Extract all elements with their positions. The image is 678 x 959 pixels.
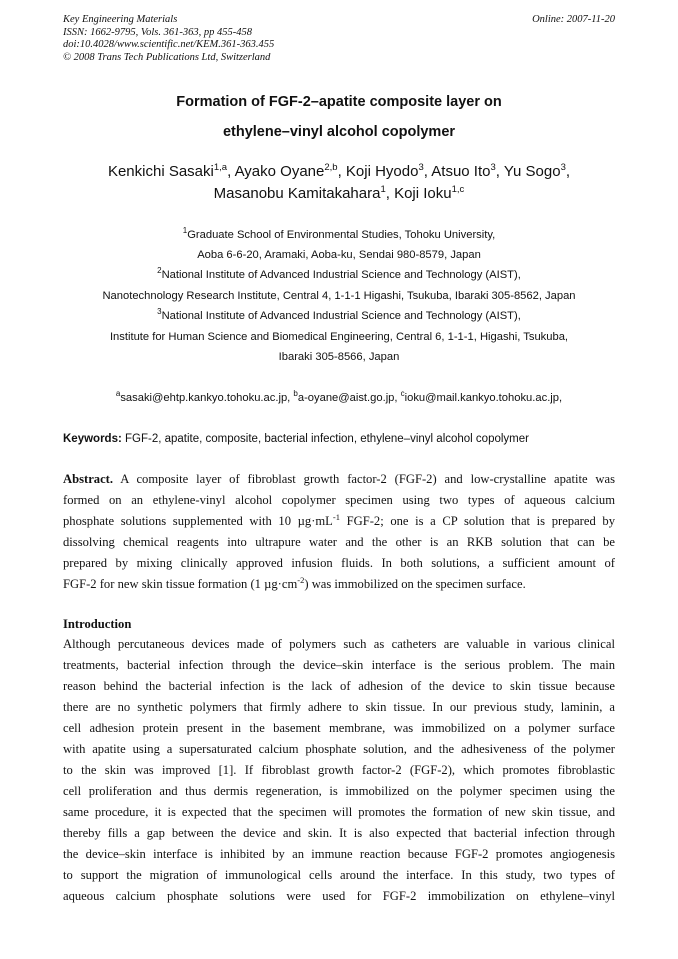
abstract-line: dissolving chemical reagents into ultrapure water and the other is an RKB solution that can be <box>63 535 615 549</box>
affiliation-2-line-1: $^2$National Institute of Advanced Industrial Science and Technology (AIST), <box>157 266 521 281</box>
email-list: $^a$sasaki@ehtp.kankyo.tohoku.ac.jp, $^b$a-oyane@aist.go.jp, $^c$ioku@mail.kankyo.tohoku.ac.jp, <box>115 389 563 404</box>
affiliation-1-line-2: Aoba 6-6-20, Aramaki, Aoba-ku, Sendai 980-8579, Japan <box>197 249 481 261</box>
affiliation-2-line-2: Nanotechnology Research Institute, Central 4, 1-1-1 Higashi, Tsukuba, Ibaraki 305-8562, Japan <box>102 290 576 302</box>
body-line: the device–skin interface is inhibited by an immune reaction because FGF-2 promotes angiogenesis <box>63 847 615 861</box>
author-affiliation-mark: 3 <box>560 162 566 173</box>
author-list-line-2: Masanobu Kamitakahara$^1$, Koji Ioku$^{1,c}$ <box>213 184 465 202</box>
affiliation-3-line-3: Ibaraki 305-8566, Japan <box>278 351 400 363</box>
affiliation-mark: 1 <box>182 226 188 235</box>
body-line: reason behind the bacterial infection is the lack of adhesion of the device to skin tissue because <box>63 679 615 693</box>
copyright-line: © 2008 Trans Tech Publications Ltd, Switzerland <box>63 51 271 63</box>
introduction-body <box>63 634 615 907</box>
body-line: with apatite using a supersaturated calcium phosphate solution, and the adhesiveness of the polymer <box>63 742 615 756</box>
body-line: same procedure, it is expected that the specimen will promotes the formation of new skin tissue, and <box>63 805 615 819</box>
abstract-line: Abstract. A composite layer of fibroblast growth factor-2 (FGF-2) and low-crystalline apatite was <box>63 472 615 486</box>
abstract-line: prepared by mixing clinically approved infusion fluids. In both solutions, a sufficient amount of <box>63 556 615 570</box>
journal-name: Key Engineering Materials <box>63 14 178 25</box>
author-list-line-1: Kenkichi Sasaki$^{1,a}$, Ayako Oyane$^{2,b}$, Koji Hyodo$^3$, Atsuo Ito$^3$, Yu Sogo$^3$, <box>107 162 571 180</box>
author-name: Koji Hyodo <box>345 163 419 180</box>
abstract-label: Abstract. <box>63 472 114 486</box>
author-affiliation-mark: 1 <box>380 184 386 195</box>
body-line: there are no synthetic polymers that firmly adhere to skin tissue. In our previous study, laminin, a <box>63 700 615 714</box>
paper-title-line-2: ethylene–vinyl alcohol copolymer <box>222 124 456 140</box>
email-link[interactable]: ioku@mail.kankyo.tohoku.ac.jp, <box>404 392 563 404</box>
author-affiliation-mark: 1,a <box>213 162 228 173</box>
body-line: cell adhesion protein present in the basement membrane, was immobilized on a polymer surface <box>63 721 615 735</box>
author-name: Koji Ioku <box>394 185 452 202</box>
affiliation-1-line-1: $^1$Graduate School of Environmental Studies, Tohoku University, <box>182 226 496 241</box>
journal-header <box>63 14 274 64</box>
keywords-text: FGF-2, apatite, composite, bacterial infection, ethylene–vinyl alcohol copolymer <box>125 433 529 445</box>
abstract-line: formed on an ethylene-vinyl alcohol copolymer specimen using two types of aqueous calcium <box>63 493 615 507</box>
affiliation-3-line-2: Institute for Human Science and Biomedical Engineering, Central 6, 1-1-1, Higashi, Tsukuba, <box>109 331 569 343</box>
email-link[interactable]: a-oyane@aist.go.jp, <box>297 392 398 404</box>
body-line: thereby fills a gap between the device and skin. It is also expected that bacterial infection through <box>63 826 615 840</box>
author-affiliation-mark: 3 <box>418 162 424 173</box>
abstract <box>63 469 615 595</box>
online-date: Online: 2007-11-20 <box>532 14 615 25</box>
abstract-line: phosphate solutions supplemented with 10 $\mu g\cdot mL^{-1}$ FGF-2; one is a CP solution that is prepared by <box>63 512 615 528</box>
affiliation-3-line-1: $^3$National Institute of Advanced Industrial Science and Technology (AIST), <box>157 307 521 322</box>
author-name: Ayako Oyane <box>234 163 325 180</box>
body-line: to support the migration of immunological cells around the interface. In this study, two types of <box>63 868 615 882</box>
doi-line: doi:10.4028/www.scientific.net/KEM.361-363.455 <box>63 39 275 51</box>
author-name: Atsuo Ito <box>431 163 491 180</box>
body-line: aqueous calcium phosphate solutions were used for FGF-2 immobilization on ethylene–vinyl <box>63 889 615 903</box>
keywords-label: Keywords: <box>63 433 122 445</box>
keywords <box>63 433 529 445</box>
author-affiliation-mark: 3 <box>490 162 496 173</box>
abstract-line: FGF-2 for new skin tissue formation (1 $\mu g\cdot cm^{-2}$) was immobilized on the specimen surface. <box>63 575 526 591</box>
author-affiliation-mark: 2,b <box>324 162 338 173</box>
introduction-heading: Introduction <box>63 617 132 631</box>
author-affiliation-mark: 1,c <box>451 184 465 195</box>
body-line: cell proliferation and thus dermis regeneration, is immobilized on the polymer specimen using the <box>63 784 615 798</box>
body-line: treatments, bacterial infection through the device–skin interface is the serious problem. The main <box>63 658 615 672</box>
author-name: Masanobu Kamitakahara <box>213 185 381 202</box>
author-name: Kenkichi Sasaki <box>107 163 214 180</box>
affiliation-mark: 3 <box>157 307 162 316</box>
issn-line: ISSN: 1662-9795, Vols. 361-363, pp 455-458 <box>63 26 252 38</box>
affiliation-mark: 2 <box>157 266 162 275</box>
author-name: Yu Sogo <box>503 163 561 180</box>
body-line: Although percutaneous devices made of polymers such as catheters are valuable in various clinical <box>63 637 615 651</box>
email-link[interactable]: sasaki@ehtp.kankyo.tohoku.ac.jp, <box>120 392 291 404</box>
body-line: to the skin was improved [1]. If fibroblast growth factor-2 (FGF-2), which promotes fibroblastic <box>63 763 615 777</box>
paper-title-line-1: Formation of FGF-2–apatite composite layer on <box>176 94 502 110</box>
